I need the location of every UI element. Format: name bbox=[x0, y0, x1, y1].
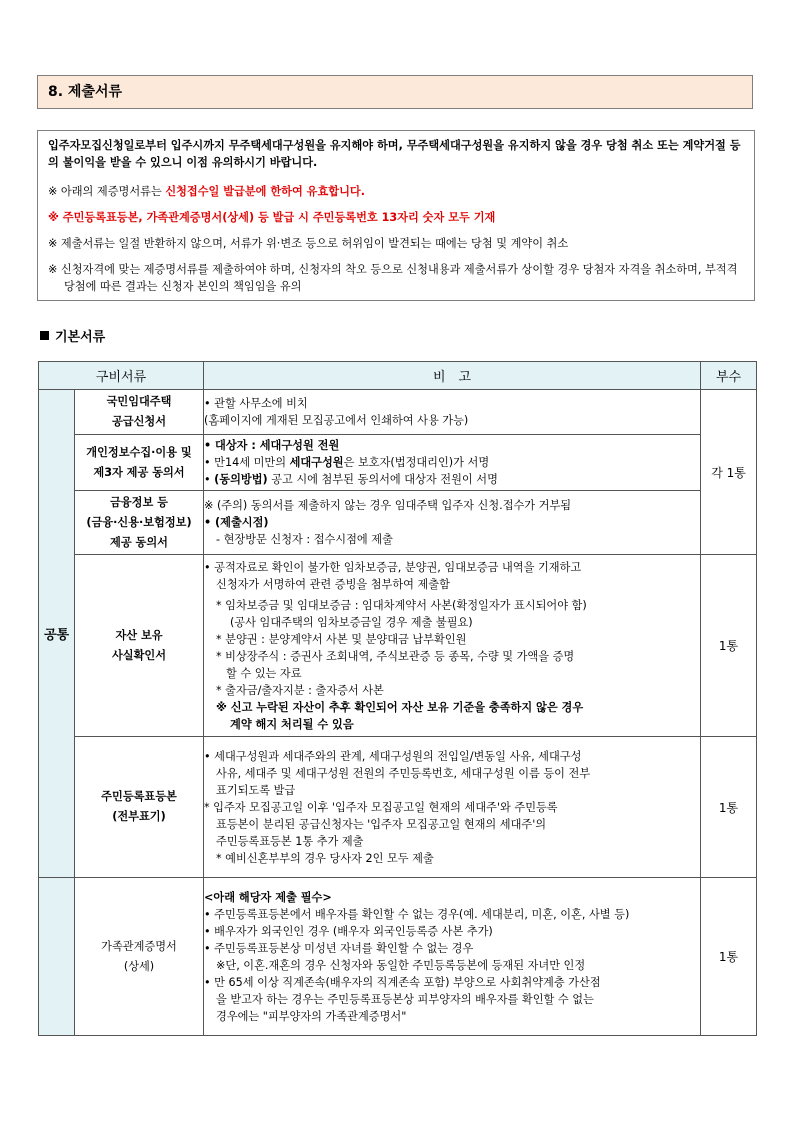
note-line: * 예비신혼부부의 경우 당사자 2인 모두 제출 bbox=[216, 851, 434, 865]
doc-name-line: 가족관계증명서 bbox=[101, 939, 177, 953]
note-line: - 현장방문 신청자 : 접수시점에 제출 bbox=[216, 533, 393, 546]
doc-name-line: (전부표기) bbox=[112, 810, 166, 823]
note-line: • 주민등록표등본상 미성년 자녀를 확인할 수 없는 경우 bbox=[204, 941, 474, 955]
subheading-text: 기본서류 bbox=[55, 330, 106, 345]
note-line: • 대상자 : 세대구성원 전원 bbox=[204, 439, 340, 452]
doc-name-application bbox=[75, 390, 204, 435]
note-line: ※ (주의) 동의서를 제출하지 않는 경우 임대주택 입주자 신청.접수가 거부됨 bbox=[204, 499, 572, 512]
doc-name-line: (상세) bbox=[123, 959, 155, 973]
note-fragment: 은 보호자(법정대리인)가 서명 bbox=[343, 456, 490, 469]
family-group-cell bbox=[39, 878, 75, 1036]
square-bullet-icon bbox=[40, 331, 49, 340]
note-resident-registration bbox=[204, 737, 701, 878]
note-line bbox=[204, 471, 700, 488]
note-line: • 배우자가 외국인인 경우 (배우자 외국인등록증 사본 추가) bbox=[204, 924, 493, 938]
common-group-label: 공통 bbox=[39, 390, 75, 878]
note-line: (홈페이지에 게재된 모집공고에서 인쇄하여 사용 가능) bbox=[204, 414, 469, 427]
note-line: 경우에는 "피부양자의 가족관계증명서" bbox=[216, 1009, 407, 1023]
table-row bbox=[39, 878, 757, 1036]
doc-name-line: 제공 동의서 bbox=[110, 535, 168, 549]
note-line: 주민등록표등본 1통 추가 제출 bbox=[216, 834, 364, 848]
note-line: • 주민등록표등본에서 배우자를 확인할 수 없는 경우(예. 세대분리, 미혼, 이혼, 사별 등) bbox=[204, 907, 630, 921]
note-line: ※단, 이혼.재혼의 경우 신청자와 동일한 주민등록등본에 등재된 자녀만 인정 bbox=[216, 958, 586, 972]
header-note: 비 고 bbox=[204, 362, 701, 390]
subheading-basic-docs bbox=[40, 326, 105, 345]
table-row bbox=[39, 555, 757, 737]
note-line: • 세대구성원과 세대주와의 관계, 세대구성원의 전입일/변동일 사유, 세대구성 bbox=[204, 749, 582, 763]
note-family-relation bbox=[204, 878, 701, 1036]
table-row bbox=[39, 491, 757, 555]
doc-name-line: 제3자 제공 동의서 bbox=[93, 465, 185, 479]
copies-family: 1통 bbox=[701, 878, 757, 1036]
doc-name-line: (금융·신용·보험정보) bbox=[86, 515, 192, 529]
note-line: <아래 해당자 제출 필수> bbox=[204, 890, 332, 904]
doc-name-family-relation bbox=[75, 878, 204, 1036]
note-line: 을 받고자 하는 경우는 주민등록표등본상 피부양자의 배우자를 확인할 수 없는 bbox=[216, 992, 594, 1006]
notice-note-validity bbox=[48, 183, 746, 200]
doc-name-resident-registration bbox=[75, 737, 204, 878]
note-line: ※ 신고 누락된 자산이 추후 확인되어 자산 보유 기준을 충족하지 않은 경우 bbox=[216, 700, 584, 714]
copies-resident: 1통 bbox=[701, 737, 757, 878]
copies-asset: 1통 bbox=[701, 555, 757, 737]
note-line bbox=[204, 454, 700, 471]
note-fragment: 공고 시에 첨부된 동의서에 대상자 전원이 서명 bbox=[267, 473, 498, 486]
doc-name-financial-consent bbox=[75, 491, 204, 555]
notice-note-resident-number: ※ 주민등록표등본, 가족관계증명서(상세) 등 발급 시 주민등록번호 13자리 숫자 모두 기재 bbox=[48, 211, 496, 224]
note-line: 사유, 세대주 및 세대구성원 전원의 주민등록번호, 세대구성원 이름 등이 전부 bbox=[216, 766, 591, 780]
note-fragment: (동의방법) bbox=[214, 473, 268, 486]
note-line: * 임차보증금 및 임대보증금 : 임대차계약서 사본(확정일자가 표시되어야 함) bbox=[216, 598, 587, 612]
table-row bbox=[39, 737, 757, 878]
doc-name-privacy-consent bbox=[75, 435, 204, 491]
note-financial-consent bbox=[204, 491, 701, 555]
table-header-row bbox=[39, 362, 757, 390]
doc-name-line: 공급신청서 bbox=[111, 415, 167, 428]
note-line: 계약 해지 처리될 수 있음 bbox=[230, 717, 354, 731]
notice-note-responsibility: ※ 신청자격에 맞는 제증명서류를 제출하여야 하며, 신청자의 착오 등으로 신청내용과 제출서류가 상이할 경우 당첨자 자격을 취소하며, 부적격 당첨에 따른 결과는 신청자 본인의 책임임을 유의 bbox=[48, 263, 738, 293]
doc-name-line: 금융정보 등 bbox=[110, 495, 168, 509]
section-title: 8. 제출서류 bbox=[37, 75, 753, 109]
table-row bbox=[39, 435, 757, 491]
doc-name-line: 국민임대주택 bbox=[106, 395, 172, 408]
notice-note-no-return: ※ 제출서류는 일절 반환하지 않으며, 서류가 위·변조 등으로 허위임이 발견되는 때에는 당첨 및 계약이 취소 bbox=[48, 237, 569, 250]
note-line: (공사 임대주택의 임차보증금일 경우 제출 불필요) bbox=[230, 615, 473, 629]
note-fragment: • bbox=[204, 473, 215, 486]
note-line: * 비상장주식 : 증권사 조회내역, 주식보관증 등 종목, 수량 및 가액을 증명 bbox=[216, 649, 575, 663]
copies-each: 각 1통 bbox=[701, 390, 757, 555]
note-application bbox=[204, 390, 701, 435]
notice-main-text: 입주자모집신청일로부터 입주시까지 무주택세대구성원을 유지해야 하며, 무주택세대구성원을 유지하지 않을 경우 당첨 취소 또는 계약거절 등의 불이익을 받을 수 있으니 이점 유의하시기 바랍니다. bbox=[48, 139, 741, 169]
note-fragment: • 만14세 미만의 bbox=[204, 456, 290, 469]
note-line: 할 수 있는 자료 bbox=[226, 666, 302, 680]
note-line: 표등본이 분리된 공급신청자는 '입주자 모집공고일 현재의 세대주'의 bbox=[216, 817, 547, 831]
note-line: • 만 65세 이상 직계존속(배우자의 직계존속 포함) 부양으로 사회취약계층 가산점 bbox=[204, 975, 601, 989]
doc-name-line: 사실확인서 bbox=[111, 648, 167, 662]
note-line: • (제출시점) bbox=[204, 516, 269, 529]
note-line: * 출자금/출자지분 : 출자증서 사본 bbox=[216, 683, 384, 697]
table-row bbox=[39, 390, 757, 435]
notice-note-validity-prefix: ※ 아래의 제증명서류는 bbox=[48, 185, 166, 198]
doc-name-asset-confirmation bbox=[75, 555, 204, 737]
documents-table bbox=[38, 361, 757, 1036]
note-line: • 관할 사무소에 비치 bbox=[204, 397, 308, 410]
note-line: * 분양권 : 분양계약서 사본 및 분양대금 납부확인원 bbox=[216, 632, 467, 646]
note-fragment: 세대구성원 bbox=[289, 456, 344, 469]
notice-note-validity-highlight: 신청접수일 발급분에 한하여 유효합니다. bbox=[165, 185, 365, 198]
note-asset-confirmation bbox=[204, 555, 701, 737]
header-copies: 부수 bbox=[701, 362, 757, 390]
doc-name-line: 자산 보유 bbox=[115, 628, 163, 642]
note-line: 신청자가 서명하여 관련 증빙을 첨부하여 제출함 bbox=[216, 577, 450, 591]
note-line: * 입주자 모집공고일 이후 '입주자 모집공고일 현재의 세대주'와 주민등록 bbox=[204, 800, 558, 814]
note-privacy-consent bbox=[204, 435, 701, 491]
note-line: • 공적자료로 확인이 불가한 임차보증금, 분양권, 임대보증금 내역을 기재하고 bbox=[204, 560, 582, 574]
doc-name-line: 개인정보수집·이용 및 bbox=[86, 445, 192, 459]
header-doc: 구비서류 bbox=[39, 362, 204, 390]
doc-name-line: 주민등록표등본 bbox=[101, 790, 177, 803]
notice-box bbox=[37, 130, 755, 301]
note-line: 표기되도록 발급 bbox=[216, 783, 296, 797]
